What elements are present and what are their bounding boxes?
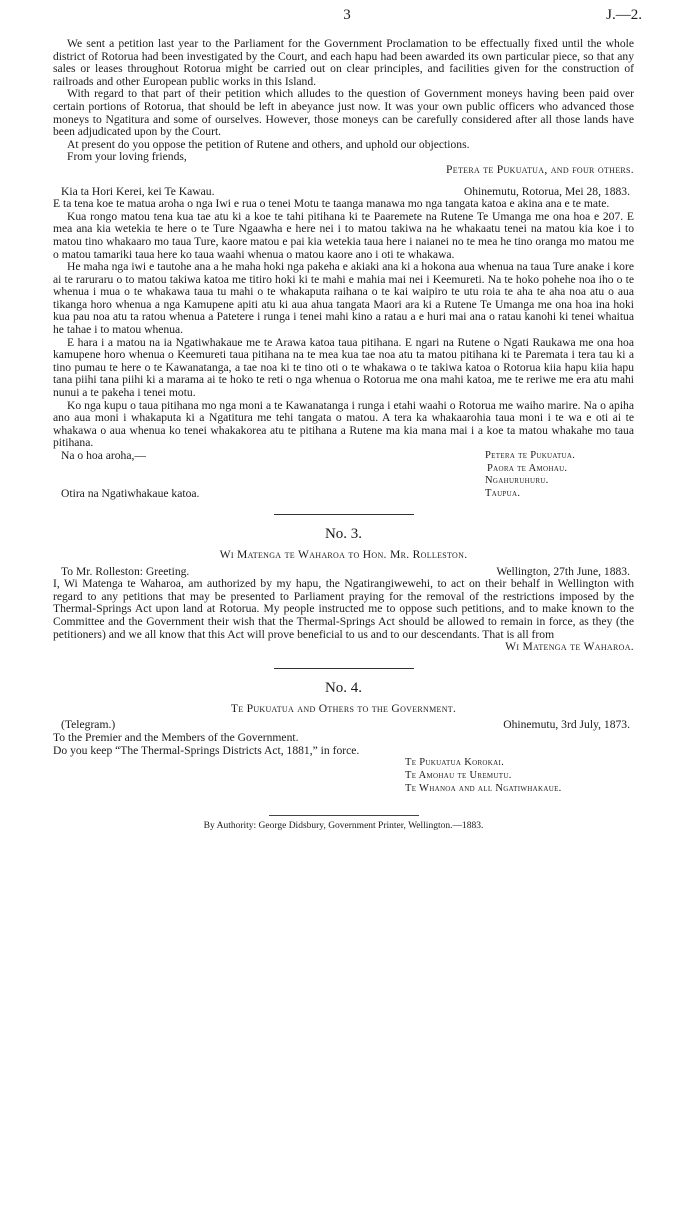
page-header: [52, 6, 642, 26]
section-4: [53, 679, 634, 797]
section-number: No. 4.: [324, 679, 363, 696]
letter-maori: [53, 186, 634, 502]
printer-imprint: By Authority: George Didsbury, Government Printer, Wellington.—1883.: [203, 821, 484, 832]
section-title: Te Pukuatua and Others to the Government.: [230, 701, 457, 715]
signatory-list: [485, 450, 575, 500]
section-divider: [274, 668, 414, 669]
place-date: Ohinemutu, Rotorua, Mei 28, 1883.: [463, 184, 630, 198]
place-date: Ohinemutu, 3rd July, 1873.: [503, 718, 630, 732]
signatory: Petera te Pukuatua.: [485, 450, 576, 461]
addressee: To the Premier and the Members of the Government.: [53, 730, 299, 744]
letter-closing: Na o hoa aroha,—: [61, 449, 146, 462]
telegram-label: (Telegram.): [61, 718, 116, 732]
letter-signature: Petera te Pukuatua, and four others.: [446, 162, 634, 176]
document-reference: J.—2.: [606, 7, 642, 23]
footer-divider: [269, 815, 419, 816]
page-content: [53, 38, 634, 833]
letter-english: [53, 38, 634, 177]
section-3: [53, 525, 634, 654]
section-title: Wi Matenga te Waharoa to Hon. Mr. Rolleston.: [219, 548, 468, 561]
signatory: Ngahuruhuru.: [485, 475, 549, 487]
section-divider: [274, 514, 414, 515]
signatory: Te Amohau te Uremutu.: [405, 770, 512, 782]
paragraph: With regard to that part of their petition which alludes to the question of Government moneys having been paid over certain portions of Rotorua, that should be left in abeyance just now. It was your own public officers who advanced those moneys to Ngatitura and some of ourselves. However, those moneys can be carefully considered after all those lands have been adjudicated upon by the Court.: [53, 87, 634, 139]
paragraph: Kua rongo matou tena kua tae atu ki a koe te tahi pitihana ki te Paaremete na Rutene Te Umanga me ona hoa e 207. E mea ana kia wetekia te here o te Ture Ngaawha e here nei i to matou takiwa na he whakaatu tenei na matou kia koe i to matou tino whakaaro mo taua Ture, kaore matou e pai kia wetekia taua here i naianei no te mea he tino oranga mo matou me o matou tamariki taua here ko taua waahi whenua o matou kaore ano i oti te whakawa.: [53, 209, 634, 261]
paragraph: E hara i a matou na ia Ngatiwhakaue me te Arawa katoa taua pitihana. E ngari na Rutene o Ngati Raukawa me ona hoa kamupene horo whenua o Keemureti taua pitihana na te mea kua tae noa atu ta matou pitihana ki te Paremata i tera tau ki a tino pumau te here o te Kawanatanga, a tae noa ki te tino oti o te whakawa o te takiwa katoa o Rotorua kiia hapu kiia hapu tana piihi tana piihi ki a marama ai te hoko te reti o nga whenua o Rotorua me ona mahi katoa, me te reriwe me era atu mahi nunui a te pakeha i tenei motu.: [53, 335, 634, 400]
letter-signature: Wi Matenga te Waharoa.: [505, 640, 634, 654]
paragraph: At present do you oppose the petition of Rutene and others, and uphold our objections.: [67, 137, 470, 151]
signature-block: [53, 450, 634, 502]
section-number: No. 3.: [324, 526, 363, 542]
paragraph: Do you keep “The Thermal-Springs Districts Act, 1881,” in force.: [53, 743, 360, 757]
signatory: Taupua.: [485, 487, 521, 499]
signatory: Te Pukuatua Korokai.: [405, 757, 505, 769]
signatory: Paora te Amohau.: [487, 462, 568, 474]
letter-closing-2: Otira na Ngatiwhakaue katoa.: [61, 487, 200, 500]
salutation: To Mr. Rolleston: Greeting.: [61, 564, 190, 578]
salutation: Kia ta Hori Kerei, kei Te Kawau.: [61, 184, 215, 198]
signatory-list: [53, 757, 634, 797]
paragraph: We sent a petition last year to the Parliament for the Government Proclamation to be effectually fixed until the whole district of Rotorua had been investigated by the Court, and each hapu had been awarded its own particular piece, so that any sales or leases throughout Rotorua might be carried out on clear principles, and facilities given for the construction of railroads and other European public works in this Island.: [53, 37, 634, 88]
letter-closing: From your loving friends,: [67, 150, 187, 164]
paragraph: He maha nga iwi e tautohe ana a he maha hoki nga pakeha e akiaki ana ki a hokona aua whenua na taua Ture anake i kore ai te raruraru o to matou takiwa katoa me titiro hoki ki te mahi e mahia mai nei i Keemureti. Na te hoko pohehe noa iho o te whenua i mua o te whakawa taua tu mahi o te whakaputa raihana o te kai waipiro te utu roia te aha te aha noa atu o aua tikanga horo whenua a nga Kamupene apiti atu ki aua ahua tangata Maori ara ki a Rutene Te Umanga me ona hoa ina hoki kua pau noa atu ta ratou whenua a Patetere i runga i tenei mahi kino a ratau a e huri mai ana o ratau kanohi ki tenei whaitua he tahae i to matou whenua.: [53, 260, 634, 337]
paragraph: I, Wi Matenga te Waharoa, am authorized by my hapu, the Ngatirangiwewehi, to act on their behalf in Wellington with regard to any petitions that may be presented to Parliament praying for the removal of the restrictions imposed by the Thermal-Springs Act upon land at Rotorua. My people instructed me to oppose such petitions, and to make known to the Committee and the Government their wish that the Thermal-Springs Act should be allowed to remain in force, as they (the petitioners) and we all know that this Act will prove beneficial to us and to our descendants. That is all from: [53, 577, 634, 641]
paragraph: E ta tena koe te matua aroha o nga Iwi e rua o tenei Motu te taanga manawa mo nga tangata katoa e akina ana e te mate.: [53, 197, 610, 211]
page-number: 3: [343, 7, 351, 23]
signatory: Te Whanoa and all Ngatiwhakaue.: [405, 783, 562, 795]
place-date: Wellington, 27th June, 1883.: [496, 564, 630, 578]
paragraph: Ko nga kupu o taua pitihana mo nga moni a te Kawanatanga i runga i etahi waahi o Rotorua me waiho marire. Na o apiha ano aua moni i whakaputa ki a Ngatitura me tehi tangata o matou. A tera ka whakaarohia taua moni i te wa e oti ai te whakawa o aua whenua ko tenei whakakorea atu te pitihana a Rutene ma kia mana mai i a koe ta matou whakahe mo taua pitihana.: [53, 398, 634, 450]
